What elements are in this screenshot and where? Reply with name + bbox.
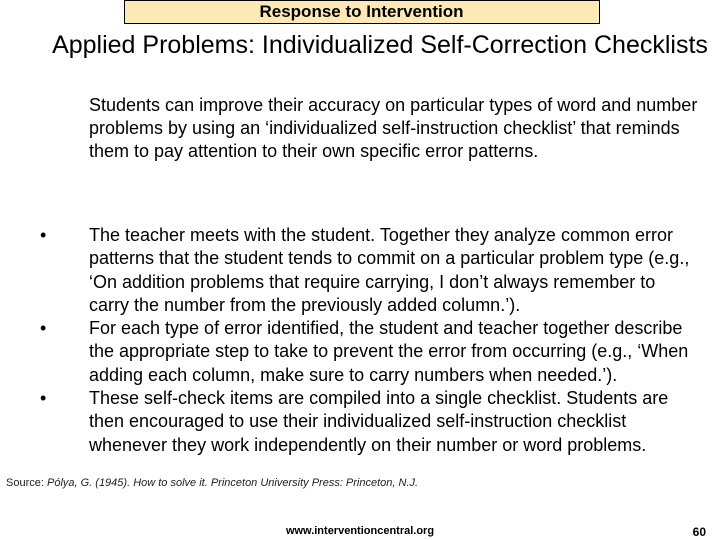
- bullet-text: For each type of error identified, the student and teacher together describe the appropriate step to take to prevent the error from occurring (e.g., ‘When adding each column, make sure to carry numbers when needed.’).: [89, 318, 689, 385]
- intro-paragraph: Students can improve their accuracy on particular types of word and number problems by using an ‘individualized self-instruction checklist’ that reminds them to pay attention to their own specific error patterns.: [89, 95, 698, 161]
- header-bar: [0, 0, 720, 24]
- source-citation: [6, 477, 418, 490]
- bullet-text: The teacher meets with the student. Together they analyze common error patterns that the student tends to commit on a particular problem type (e.g., ‘On addition problems that require carrying, I don’t always remember to carry the number from the previously added column.’).: [89, 225, 690, 315]
- bullet-dot-icon: •: [40, 318, 47, 339]
- footer-url-link[interactable]: www.interventioncentral.org: [285, 525, 435, 537]
- slide-title: Applied Problems: Individualized Self-Correction Checklists: [52, 31, 708, 59]
- bullet-item: [0, 317, 720, 387]
- bullet-item: [0, 224, 720, 317]
- page-number: 60: [692, 525, 706, 539]
- bullet-text: These self-check items are compiled into a single checklist. Students are then encouraged to use their individualized self-instruction checklist whenever they work independently on their number or word problems.: [89, 388, 669, 455]
- header-label: Response to Intervention: [124, 0, 600, 24]
- bullet-dot-icon: •: [40, 388, 47, 409]
- source-text: Pólya, G. (1945). How to solve it. Princeton University Press: Princeton, N.J.: [46, 477, 419, 489]
- bullet-dot-icon: •: [40, 225, 47, 245]
- bullet-list: [0, 224, 720, 457]
- source-label: Source:: [6, 477, 44, 489]
- bullet-item: [0, 387, 720, 457]
